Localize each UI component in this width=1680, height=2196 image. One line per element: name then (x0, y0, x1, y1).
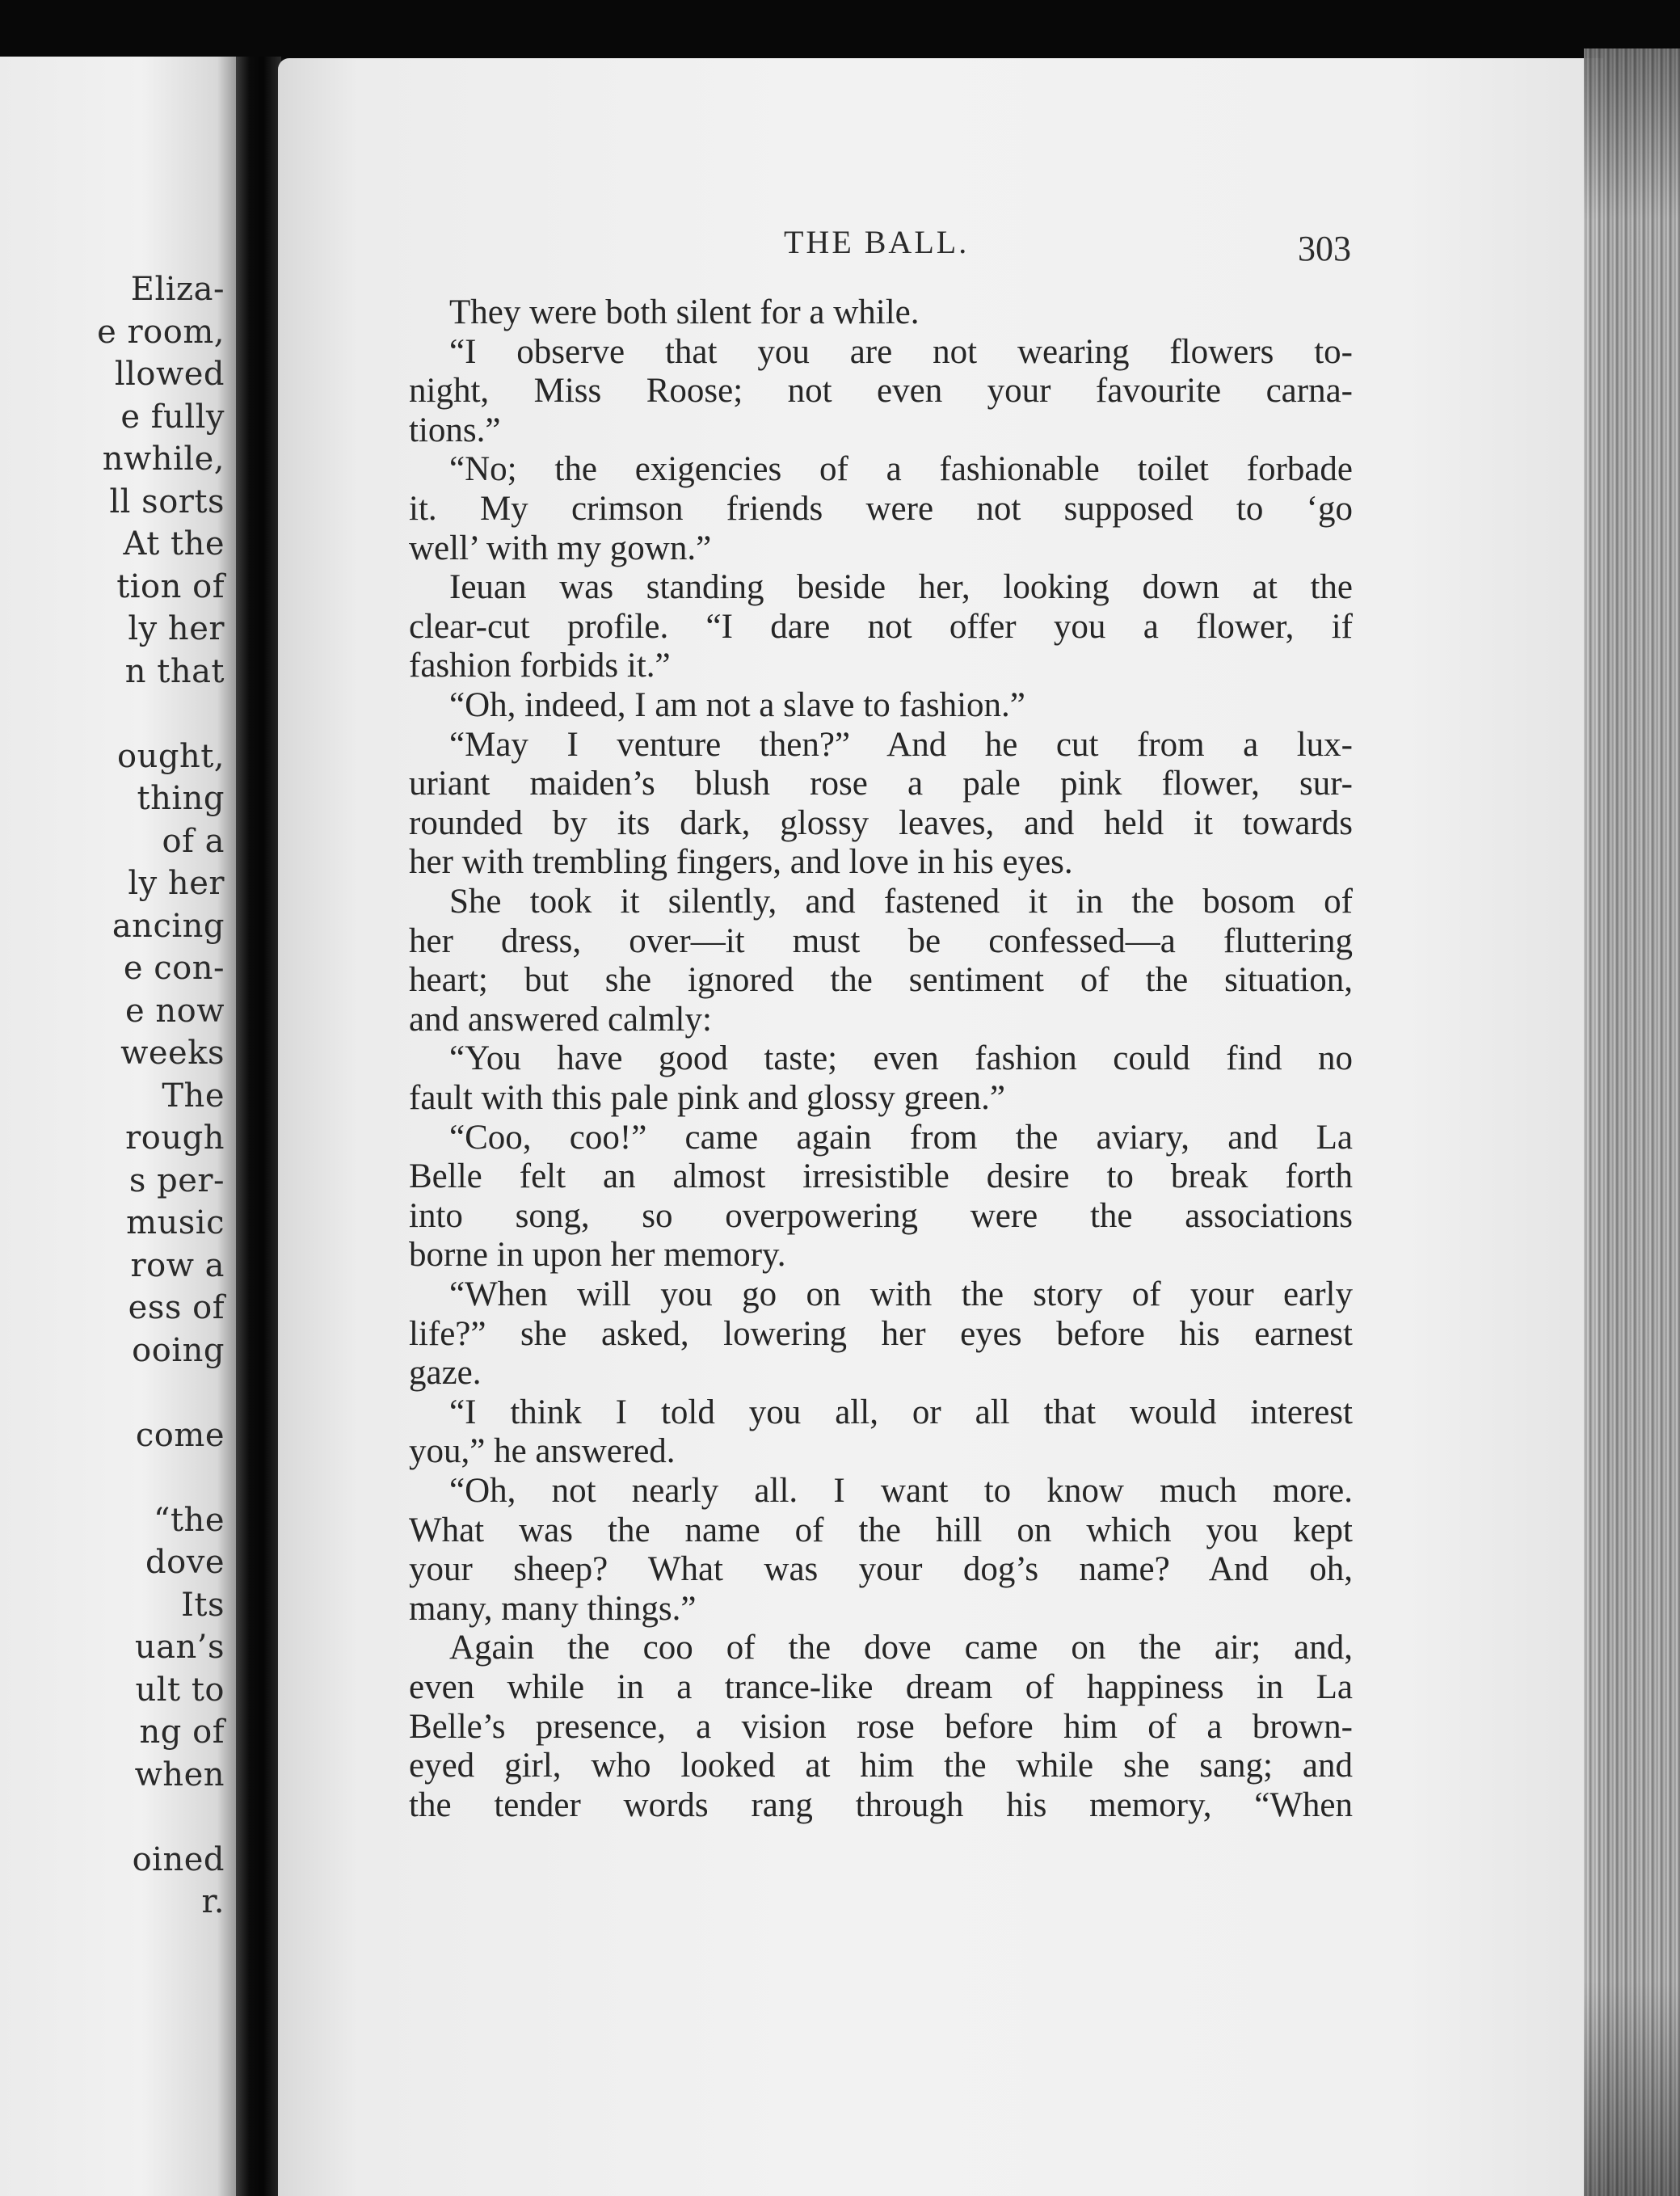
left-page-text-fragment: s per- (128, 1161, 225, 1199)
text-line: your sheep? What was your dog’s name? And oh, (409, 1550, 1353, 1589)
text-line: night, Miss Roose; not even your favourite carna- (409, 372, 1353, 411)
left-page-text-fragment: when (134, 1756, 225, 1793)
left-page-text-fragment: Its (181, 1586, 225, 1624)
left-page-text-fragment: e con- (123, 950, 225, 987)
text-line: Belle felt an almost irresistible desire to break forth (409, 1157, 1353, 1196)
left-page-text-fragment: ll sorts (109, 483, 225, 521)
text-line: eyed girl, who looked at him the while she sang; and (409, 1747, 1353, 1785)
text-line: even while in a trance-like dream of happiness in La (409, 1668, 1353, 1706)
left-page-text-fragment: nwhile, (102, 440, 225, 478)
text-line: gaze. (409, 1354, 482, 1393)
text-line: They were both silent for a while. (449, 293, 920, 331)
text-line: fault with this pale pink and glossy green.” (409, 1079, 1006, 1117)
text-line: Belle’s presence, a vision rose before him of a brown- (409, 1707, 1353, 1746)
scan-top-border (0, 0, 1680, 58)
text-line: into song, so overpowering were the associations (409, 1196, 1353, 1235)
left-page-text-fragment: row a (130, 1246, 225, 1284)
left-page-text-fragment: oined (132, 1840, 225, 1878)
left-page-text-fragment: dove (145, 1544, 225, 1581)
left-page-text-fragment: n that (124, 652, 225, 690)
left-page-text-fragment: come (135, 1416, 225, 1454)
left-page-text-fragment: r. (201, 1883, 225, 1920)
text-line: her with trembling fingers, and love in his eyes. (409, 843, 1073, 882)
left-page-text-fragment: ng of (139, 1713, 225, 1751)
text-line: rounded by its dark, glossy leaves, and held it towards (409, 803, 1353, 842)
left-page-text-fragment: ly her (128, 610, 225, 647)
left-page-text-fragment: ooing (132, 1331, 225, 1369)
text-line: her dress, over—it must be confessed—a fluttering (409, 921, 1353, 960)
left-page-text-fragment: ess of (128, 1289, 225, 1326)
text-line: clear-cut profile. “I dare not offer you a flower, if (409, 607, 1353, 646)
text-line: uriant maiden’s blush rose a pale pink flower, sur- (409, 765, 1353, 803)
left-page-text-fragment: e room, (97, 313, 225, 351)
left-page-text-fragment: ancing (112, 907, 225, 945)
left-page-text-fragment: of a (162, 822, 225, 860)
text-line: well’ with my gown.” (409, 529, 712, 567)
left-page-text-fragment: tion of (116, 567, 225, 605)
text-line: it. My crimson friends were not supposed to ‘go (409, 490, 1353, 528)
text-line: the tender words rang through his memory, “When (409, 1785, 1353, 1824)
text-line: “Oh, not nearly all. I want to know much more. (449, 1472, 1353, 1510)
text-line: “Oh, indeed, I am not a slave to fashion.” (449, 686, 1025, 724)
left-page-text-fragment: Eliza- (130, 271, 225, 308)
text-line: Ieuan was standing beside her, looking down at the (449, 568, 1353, 607)
text-line: “May I venture then?” And he cut from a lux- (449, 725, 1353, 764)
text-line: She took it silently, and fastened it in the bosom of (449, 883, 1353, 921)
text-line: fashion forbids it.” (409, 647, 671, 685)
left-page-text-fragment: The (162, 1077, 225, 1115)
text-line: heart; but she ignored the sentiment of the situation, (409, 961, 1353, 1000)
text-line: What was the name of the hill on which you kept (409, 1511, 1353, 1549)
text-line: many, many things.” (409, 1589, 697, 1628)
left-page-text-fragment: ult to (135, 1671, 225, 1709)
left-page-text-fragment: uan’s (134, 1629, 225, 1666)
text-line: “Coo, coo!” came again from the aviary, and La (449, 1118, 1353, 1157)
text-line: and answered calmly: (409, 1000, 712, 1039)
fore-edge-shadow (1584, 48, 1680, 2196)
text-line: tions.” (409, 411, 501, 449)
text-line: life?” she asked, lowering her eyes before his earnest (409, 1314, 1353, 1353)
page-number: 303 (1298, 229, 1351, 268)
text-line: “You have good taste; even fashion could find no (449, 1039, 1353, 1078)
left-page-text-fragment: rough (125, 1119, 225, 1157)
book-gutter (236, 57, 281, 2196)
text-line: “No; the exigencies of a fashionable toilet forbade (449, 450, 1353, 489)
text-line: Again the coo of the dove came on the air; and, (449, 1629, 1353, 1667)
running-head: THE BALL. (784, 224, 970, 260)
text-line: “I observe that you are not wearing flowers to- (449, 332, 1353, 371)
left-page-text-fragment: “the (154, 1501, 225, 1539)
left-page-text-fragment: At the (123, 525, 225, 563)
left-page-text-fragment: e fully (120, 398, 225, 436)
left-page-text-fragment: thing (137, 780, 225, 817)
left-page-text-fragment: ought, (117, 737, 225, 775)
left-page-text-fragment: music (126, 1204, 225, 1241)
left-page-text-fragment: ly her (128, 865, 225, 902)
left-page-text-fragment: e now (125, 992, 225, 1030)
text-line: borne in upon her memory. (409, 1236, 786, 1275)
text-line: “When will you go on with the story of your early (449, 1275, 1353, 1313)
left-page-text-fragment: weeks (120, 1035, 225, 1072)
left-page-text-fragment: llowed (114, 356, 225, 393)
text-line: “I think I told you all, or all that would interest (449, 1393, 1353, 1431)
text-line: you,” he answered. (409, 1432, 676, 1471)
left-facing-page (0, 57, 236, 2196)
